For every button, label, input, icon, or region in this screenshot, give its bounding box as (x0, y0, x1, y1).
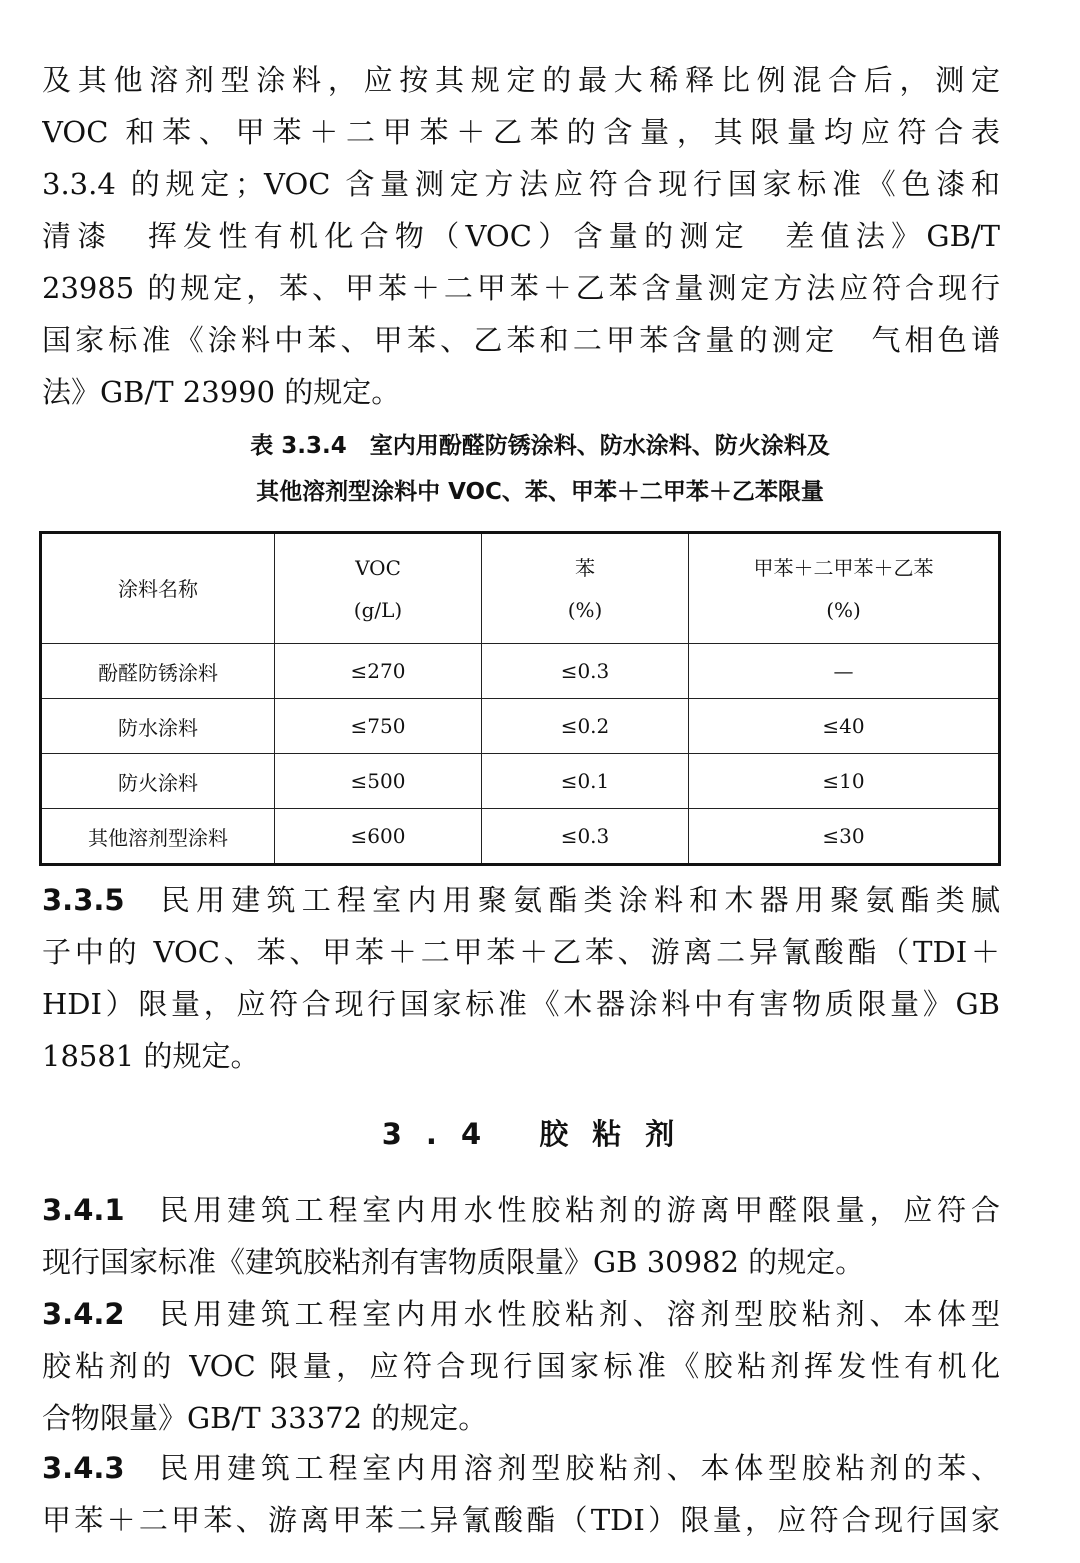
header-voc (275, 533, 482, 644)
table-row (41, 699, 1000, 754)
clause-number: 3.3.5 (42, 883, 125, 917)
table-cell: ≤10 (689, 754, 1000, 809)
section-number: 3.4 (381, 1117, 506, 1151)
table-cell: 防火涂料 (41, 754, 275, 809)
header-unit: (%) (826, 597, 861, 622)
clause-343-line-2: 甲苯＋二甲苯、游离甲苯二异氰酸酯（TDI）限量，应符合现行国家 (42, 1503, 1000, 1537)
clause-335-line-4: 18581 的规定。 (42, 1039, 260, 1073)
intro-line-5: 23985 的规定，苯、甲苯＋二甲苯＋乙苯含量测定方法应符合现行 (42, 271, 1000, 305)
header-benzene (482, 533, 689, 644)
table-cell: ≤750 (275, 699, 482, 754)
table-cell: ≤0.1 (482, 754, 689, 809)
header-label: 涂料名称 (118, 576, 198, 601)
table-row (41, 644, 1000, 699)
clause-text: 民用建筑工程室内用溶剂型胶粘剂、本体型胶粘剂的苯、 (154, 1451, 1000, 1485)
table-cell: ≤40 (689, 699, 1000, 754)
clause-number: 3.4.1 (42, 1193, 125, 1227)
clause-342-line-2: 胶粘剂的 VOC 限量，应符合现行国家标准《胶粘剂挥发性有机化 (42, 1349, 1000, 1383)
clause-342-line-3: 合物限量》GB/T 33372 的规定。 (42, 1401, 488, 1435)
header-label: 苯 (575, 555, 595, 580)
section-heading (0, 1108, 1080, 1160)
table-cell: 防水涂料 (41, 699, 275, 754)
intro-line-3: 3.3.4 的规定；VOC 含量测定方法应符合现行国家标准《色漆和 (42, 167, 1000, 201)
header-toluene-xylene-ethylbenzene (689, 533, 1000, 644)
table-cell: ≤500 (275, 754, 482, 809)
clause-text: 民用建筑工程室内用聚氨酯类涂料和木器用聚氨酯类腻 (154, 883, 1000, 917)
intro-line-1: 及其他溶剂型涂料，应按其规定的最大稀释比例混合后，测定 (42, 63, 1000, 97)
clause-335-line-1 (42, 874, 1000, 926)
clause-343-line-1 (42, 1442, 1000, 1494)
clause-341-line-2: 现行国家标准《建筑胶粘剂有害物质限量》GB 30982 的规定。 (42, 1245, 865, 1279)
intro-line-6: 国家标准《涂料中苯、甲苯、乙苯和二甲苯含量的测定 气相色谱 (42, 323, 1000, 357)
table-cell: ≤0.3 (482, 809, 689, 865)
table-cell: ≤0.2 (482, 699, 689, 754)
header-coating-name (41, 533, 275, 644)
intro-line-2: VOC 和苯、甲苯＋二甲苯＋乙苯的含量，其限量均应符合表 (42, 115, 1000, 149)
intro-line-4: 清漆 挥发性有机化合物（VOC）含量的测定 差值法》GB/T (42, 219, 1000, 253)
clause-341-line-1 (42, 1184, 1000, 1236)
section-title-text: 胶粘剂 (539, 1117, 699, 1151)
table-title-line-1: 表 3.3.4 室内用酚醛防锈涂料、防水涂料、防火涂料及 (250, 433, 830, 459)
table-row (41, 754, 1000, 809)
clause-text: 民用建筑工程室内用水性胶粘剂的游离甲醛限量，应符合 (154, 1193, 1000, 1227)
clause-342-line-1 (42, 1288, 1000, 1340)
voc-limits-table (39, 531, 1001, 866)
table-cell: 其他溶剂型涂料 (41, 809, 275, 865)
header-label: VOC (355, 555, 401, 580)
clause-335-line-3: HDI）限量，应符合现行国家标准《木器涂料中有害物质限量》GB (42, 987, 1000, 1021)
clause-number: 3.4.2 (42, 1297, 125, 1331)
header-label: 甲苯＋二甲苯＋乙苯 (753, 555, 934, 580)
table-cell: ≤270 (275, 644, 482, 699)
table-cell: — (689, 644, 1000, 699)
intro-line-7: 法》GB/T 23990 的规定。 (42, 375, 401, 409)
table-cell: ≤30 (689, 809, 1000, 865)
clause-number: 3.4.3 (42, 1451, 125, 1485)
header-unit: (g/L) (353, 597, 403, 622)
clause-335-line-2: 子中的 VOC、苯、甲苯＋二甲苯＋乙苯、游离二异氰酸酯（TDI＋ (42, 935, 1000, 969)
table-title-line-2: 其他溶剂型涂料中 VOC、苯、甲苯＋二甲苯＋乙苯限量 (256, 479, 824, 505)
table-header-row (41, 533, 1000, 644)
clause-text: 民用建筑工程室内用水性胶粘剂、溶剂型胶粘剂、本体型 (154, 1297, 1000, 1331)
header-unit: (%) (567, 597, 603, 622)
table-cell: ≤600 (275, 809, 482, 865)
table-row (41, 809, 1000, 865)
table-cell: 酚醛防锈涂料 (41, 644, 275, 699)
table-cell: ≤0.3 (482, 644, 689, 699)
